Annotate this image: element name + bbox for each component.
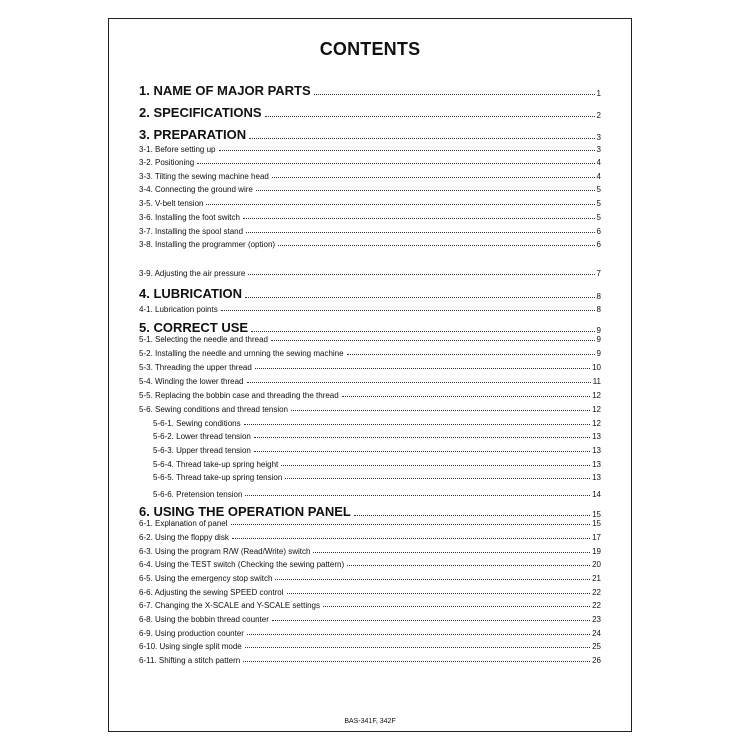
dot-leader — [251, 331, 594, 332]
toc-entry-title: 5-6. Sewing conditions and thread tension — [139, 405, 288, 414]
toc-page-number: 3 — [596, 145, 601, 154]
toc-subsection-entry — [153, 444, 601, 455]
dot-leader — [285, 478, 590, 479]
dot-leader — [342, 396, 590, 397]
toc-entry-title: 3-7. Installing the spool stand — [139, 227, 244, 236]
dot-leader — [247, 382, 591, 383]
toc-entry-title: 5-6-1. Sewing conditions — [153, 419, 241, 428]
toc-section-entry — [139, 143, 601, 154]
toc-entry-title: 5-3. Threading the upper thread — [139, 363, 252, 372]
toc-section-entry — [139, 613, 601, 624]
toc-section-entry — [139, 531, 601, 542]
dot-leader — [244, 424, 590, 425]
page-footer: BAS-341F, 342F — [344, 718, 396, 725]
document-page — [108, 18, 632, 732]
toc-entry-title: 3-5. V-belt tension — [139, 199, 204, 208]
dot-leader — [291, 410, 590, 411]
dot-leader — [231, 524, 591, 525]
dot-leader — [247, 634, 590, 635]
toc-entry-title: 4. LUBRICATION — [139, 286, 243, 301]
toc-page-number: 12 — [592, 419, 601, 428]
toc-page-number: 25 — [592, 642, 601, 651]
toc-chapter-entry — [139, 82, 601, 98]
toc-page-number: 13 — [592, 446, 601, 455]
toc-entry-title: 6-6. Adjusting the sewing SPEED control — [139, 588, 284, 597]
toc-page-number: 21 — [592, 574, 601, 583]
toc-page-number: 15 — [592, 510, 601, 519]
dot-leader — [313, 552, 590, 553]
toc-entry-title: 3. PREPARATION — [139, 127, 247, 142]
toc-section-entry — [139, 170, 601, 181]
toc-entry-title: 6-7. Changing the X-SCALE and Y-SCALE settings — [139, 601, 320, 610]
toc-page-number: 13 — [592, 460, 601, 469]
toc-entry-title: 5-6-2. Lower thread tension — [153, 432, 251, 441]
toc-page-number: 12 — [592, 391, 601, 400]
toc-entry-title: 6-10. Using single split mode — [139, 642, 242, 651]
toc-entry-title: 5. CORRECT USE — [139, 320, 249, 335]
dot-leader — [254, 437, 590, 438]
toc-entry-title: 5-5. Replacing the bobbin case and threading the thread — [139, 391, 339, 400]
toc-entry-title: 4-1. Lubrication points — [139, 305, 218, 314]
toc-subsection-entry — [153, 430, 601, 441]
dot-leader — [275, 579, 590, 580]
toc-entry-title: 5-4. Winding the lower thread — [139, 377, 244, 386]
dot-leader — [232, 538, 590, 539]
dot-leader — [265, 116, 595, 117]
toc-page-number: 13 — [592, 432, 601, 441]
dot-leader — [243, 661, 590, 662]
toc-page-number: 4 — [596, 158, 601, 167]
toc-page-number: 8 — [596, 292, 601, 301]
toc-section-entry — [139, 572, 601, 583]
toc-subsection-entry — [153, 471, 601, 482]
toc-page-number: 17 — [592, 533, 601, 542]
toc-section-entry — [139, 545, 601, 556]
toc-section-entry — [139, 361, 601, 372]
toc-page-number: 1 — [596, 89, 601, 98]
dot-leader — [219, 150, 595, 151]
toc-section-entry — [139, 599, 601, 610]
toc-entry-title: 5-1. Selecting the needle and thread — [139, 335, 268, 344]
dot-leader — [221, 310, 595, 311]
toc-entry-title: 6. USING THE OPERATION PANEL — [139, 504, 351, 519]
toc-page-number: 12 — [592, 405, 601, 414]
dot-leader — [271, 340, 595, 341]
toc-section-entry — [139, 156, 601, 167]
toc-page-number: 4 — [596, 172, 601, 181]
dot-leader — [245, 647, 590, 648]
toc-section-entry — [139, 389, 601, 400]
toc-section-entry — [139, 211, 601, 222]
dot-leader — [347, 565, 590, 566]
dot-leader — [256, 190, 595, 191]
toc-entry-title: 6-5. Using the emergency stop switch — [139, 574, 273, 583]
dot-leader — [249, 138, 594, 139]
toc-section-entry — [139, 303, 601, 314]
toc-page-number: 8 — [596, 305, 601, 314]
toc-page-number: 9 — [596, 335, 601, 344]
toc-section-entry — [139, 586, 601, 597]
toc-entry-title: 5-6-6. Pretension tension — [153, 490, 243, 499]
dot-leader — [287, 593, 591, 594]
toc-entry-title: 3-8. Installing the programmer (option) — [139, 240, 276, 249]
dot-leader — [255, 368, 590, 369]
toc-section-entry — [139, 640, 601, 651]
toc-page-number: 5 — [596, 199, 601, 208]
dot-leader — [248, 274, 594, 275]
toc-entry-title: 3-4. Connecting the ground wire — [139, 185, 253, 194]
toc-entry-title: 6-2. Using the floppy disk — [139, 533, 229, 542]
toc-subsection-entry — [153, 488, 601, 499]
toc-entry-title: 3-1. Before setting up — [139, 145, 216, 154]
toc-chapter-entry — [139, 104, 601, 120]
toc-section-entry — [139, 267, 601, 278]
toc-page-number: 26 — [592, 656, 601, 665]
toc-page-number: 23 — [592, 615, 601, 624]
dot-leader — [254, 451, 590, 452]
toc-section-entry — [139, 517, 601, 528]
toc-chapter-entry — [139, 126, 601, 142]
toc-section-entry — [139, 347, 601, 358]
table-of-contents — [109, 19, 631, 731]
toc-entry-title: 6-1. Explanation of panel — [139, 519, 228, 528]
toc-page-number: 19 — [592, 547, 601, 556]
dot-leader — [323, 606, 590, 607]
dot-leader — [278, 245, 594, 246]
dot-leader — [245, 297, 595, 298]
toc-entry-title: 3-6. Installing the foot switch — [139, 213, 240, 222]
dot-leader — [314, 94, 595, 95]
toc-section-entry — [139, 183, 601, 194]
toc-entry-title: 3-9. Adjusting the air pressure — [139, 269, 246, 278]
dot-leader — [245, 495, 590, 496]
toc-page-number: 2 — [596, 111, 601, 120]
toc-entry-title: 5-2. Installing the needle and urnning the sewing machine — [139, 349, 344, 358]
toc-page-number: 10 — [592, 363, 601, 372]
toc-entry-title: 3-3. Tilting the sewing machine head — [139, 172, 269, 181]
dot-leader — [347, 354, 595, 355]
toc-entry-title: 6-9. Using production counter — [139, 629, 244, 638]
toc-entry-title: 3-2. Positioning — [139, 158, 195, 167]
toc-entry-title: 5-6-3. Upper thread tension — [153, 446, 251, 455]
toc-page-number: 5 — [596, 185, 601, 194]
toc-section-entry — [139, 558, 601, 569]
page-title: CONTENTS — [319, 39, 421, 59]
dot-leader — [272, 620, 590, 621]
dot-leader — [206, 204, 594, 205]
toc-page-number: 6 — [596, 240, 601, 249]
toc-page-number: 15 — [592, 519, 601, 528]
toc-entry-title: 5-6-5. Thread take-up spring tension — [153, 473, 283, 482]
toc-section-entry — [139, 375, 601, 386]
toc-page-number: 22 — [592, 601, 601, 610]
toc-page-number: 11 — [592, 377, 601, 386]
dot-leader — [272, 177, 595, 178]
toc-entry-title: 6-11. Shifting a stitch pattern — [139, 656, 241, 665]
toc-subsection-entry — [153, 458, 601, 469]
toc-page-number: 13 — [592, 473, 601, 482]
toc-entry-title: 6-8. Using the bobbin thread counter — [139, 615, 269, 624]
toc-section-entry — [139, 333, 601, 344]
dot-leader — [354, 515, 590, 516]
toc-section-entry — [139, 627, 601, 638]
toc-page-number: 9 — [596, 349, 601, 358]
dot-leader — [281, 465, 590, 466]
dot-leader — [197, 163, 594, 164]
toc-page-number: 7 — [596, 269, 601, 278]
dot-leader — [246, 232, 594, 233]
toc-page-number: 14 — [592, 490, 601, 499]
toc-chapter-entry — [139, 285, 601, 301]
toc-subsection-entry — [153, 417, 601, 428]
toc-entry-title: 2. SPECIFICATIONS — [139, 105, 262, 120]
toc-page-number: 9 — [596, 326, 601, 335]
toc-entry-title: 6-4. Using the TEST switch (Checking the sewing pattern) — [139, 560, 345, 569]
toc-section-entry — [139, 197, 601, 208]
toc-section-entry — [139, 225, 601, 236]
toc-page-number: 20 — [592, 560, 601, 569]
toc-section-entry — [139, 654, 601, 665]
toc-entry-title: 1. NAME OF MAJOR PARTS — [139, 83, 311, 98]
dot-leader — [243, 218, 595, 219]
toc-page-number: 6 — [596, 227, 601, 236]
toc-section-entry — [139, 403, 601, 414]
toc-page-number: 3 — [596, 133, 601, 142]
toc-page-number: 22 — [592, 588, 601, 597]
toc-entry-title: 5-6-4. Thread take-up spring height — [153, 460, 279, 469]
toc-entry-title: 6-3. Using the program R/W (Read/Write) switch — [139, 547, 311, 556]
toc-section-entry — [139, 238, 601, 249]
toc-page-number: 24 — [592, 629, 601, 638]
toc-page-number: 5 — [596, 213, 601, 222]
